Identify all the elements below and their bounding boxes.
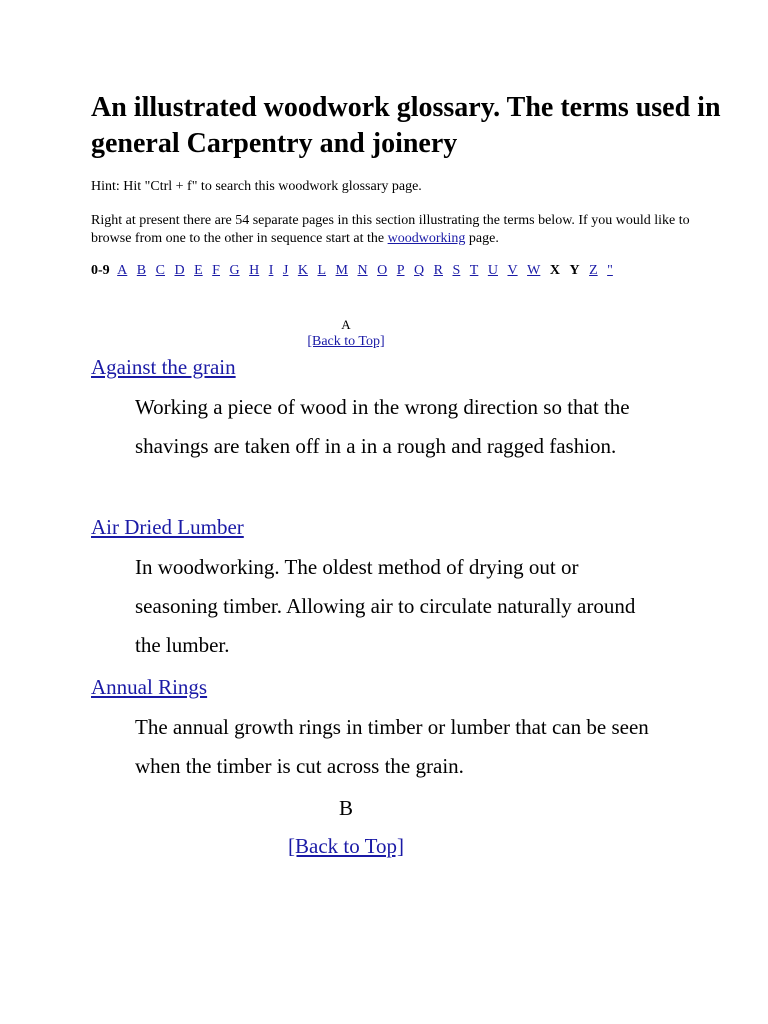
search-hint: Hint: Hit "Ctrl + f" to search this woodwork glossary page. bbox=[91, 179, 422, 194]
alphabet-link-p[interactable]: P bbox=[396, 263, 405, 278]
alphabet-link-t[interactable]: T bbox=[469, 263, 479, 278]
term-definition: In woodworking. The oldest method of drying out or seasoning timber. Allowing air to circulate naturally around the lumber. bbox=[135, 555, 636, 657]
term-link-annual-rings[interactable]: Annual Rings bbox=[91, 675, 208, 699]
back-to-top-link[interactable]: [Back to Top] bbox=[307, 334, 385, 349]
alphabet-link-l[interactable]: L bbox=[317, 263, 327, 278]
alphabet-letter-x: X bbox=[549, 263, 560, 278]
alphabet-link-n[interactable]: N bbox=[357, 263, 368, 278]
alphabet-link-b[interactable]: B bbox=[136, 263, 147, 278]
alphabet-link-v[interactable]: V bbox=[507, 263, 518, 278]
back-to-top-link[interactable]: [Back to Top] bbox=[288, 834, 404, 858]
alphabet-link-r[interactable]: R bbox=[433, 263, 443, 278]
alphabet-link-e[interactable]: E bbox=[194, 263, 203, 278]
alphabet-link-j[interactable]: J bbox=[282, 263, 289, 278]
term-heading bbox=[91, 355, 236, 380]
alphabet-link-k[interactable]: K bbox=[297, 263, 308, 278]
term-definition: Working a piece of wood in the wrong direction so that the shavings are taken off in a in a rough and ragged fashion. bbox=[135, 395, 630, 458]
alphabet-link-a[interactable]: A bbox=[117, 263, 128, 278]
intro-text-before: Right at present there are 54 separate pages in this section illustrating the terms below. If you would like to browse from one to the other in sequence start at the bbox=[91, 213, 690, 246]
alphabet-link-w[interactable]: W bbox=[527, 263, 541, 278]
alphabet-link-q[interactable]: Q bbox=[414, 263, 425, 278]
back-to-top-link-a-wrapper bbox=[271, 334, 421, 350]
section-letter-a: A bbox=[341, 317, 351, 332]
alphabet-link-i[interactable]: I bbox=[268, 263, 274, 278]
alphabet-link-u[interactable]: U bbox=[487, 263, 498, 278]
page-title: An illustrated woodwork glossary. The terms used in general Carpentry and joinery bbox=[91, 92, 721, 159]
term-definition: The annual growth rings in timber or lumber that can be seen when the timber is cut across the grain. bbox=[135, 715, 649, 778]
woodworking-link[interactable]: woodworking bbox=[387, 231, 466, 246]
intro-paragraph bbox=[91, 212, 691, 248]
intro-text-after: page. bbox=[465, 231, 499, 246]
term-heading bbox=[91, 675, 207, 700]
alphabet-link-m[interactable]: M bbox=[335, 263, 348, 278]
alphabet-letter-y: Y bbox=[569, 263, 580, 278]
alphabet-link-z[interactable]: Z bbox=[589, 263, 598, 278]
alphabet-index bbox=[91, 263, 619, 279]
section-letter-b: B bbox=[338, 796, 353, 820]
back-to-top-link-b-wrapper bbox=[246, 834, 446, 859]
alphabet-link-s[interactable]: S bbox=[452, 263, 461, 278]
alphabet-link-o[interactable]: O bbox=[377, 263, 388, 278]
alphabet-link-h[interactable]: H bbox=[249, 263, 260, 278]
alphabet-link-c[interactable]: C bbox=[155, 263, 165, 278]
term-link-air-dried-lumber[interactable]: Air Dried Lumber bbox=[91, 515, 244, 539]
alphabet-link-g[interactable]: G bbox=[229, 263, 240, 278]
term-heading bbox=[91, 515, 244, 540]
alphabet-link-d[interactable]: D bbox=[174, 263, 185, 278]
alphabet-prefix: 0-9 bbox=[91, 263, 110, 278]
term-link-against-the-grain[interactable]: Against the grain bbox=[91, 355, 236, 379]
alphabet-link-f[interactable]: F bbox=[212, 263, 220, 278]
alphabet-link-quote[interactable]: " bbox=[607, 263, 613, 278]
